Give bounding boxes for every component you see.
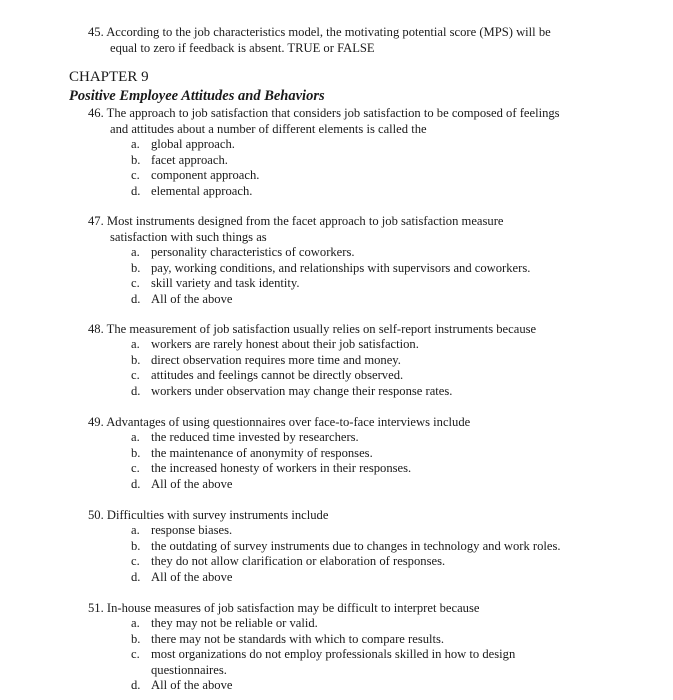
option-text: All of the above bbox=[151, 291, 233, 306]
option-letter: a. bbox=[131, 137, 140, 151]
question-49-stem-line1: 49. Advantages of using questionnaires over face-to-face interviews include bbox=[88, 415, 471, 429]
list-item bbox=[131, 353, 452, 369]
option-letter: b. bbox=[131, 538, 141, 553]
option-letter: c. bbox=[131, 647, 140, 661]
question-47-stem-line1: 47. Most instruments designed from the facet approach to job satisfaction measure bbox=[88, 214, 504, 228]
list-item bbox=[131, 337, 452, 353]
list-item bbox=[131, 616, 515, 632]
option-text: workers under observation may change their response rates. bbox=[151, 383, 453, 398]
list-item bbox=[131, 477, 411, 493]
list-item bbox=[131, 168, 259, 184]
option-letter: a. bbox=[131, 337, 140, 351]
option-text bbox=[151, 647, 515, 678]
list-item bbox=[131, 430, 411, 446]
list-item bbox=[131, 276, 530, 292]
question-49-options bbox=[131, 430, 411, 492]
list-item bbox=[131, 647, 515, 678]
option-text: the outdating of survey instruments due to changes in technology and work roles. bbox=[151, 538, 561, 553]
option-letter: b. bbox=[131, 260, 141, 275]
question-46-stem-line1: 46. The approach to job satisfaction that considers job satisfaction to be composed of feelings bbox=[88, 106, 560, 120]
list-item bbox=[131, 368, 452, 384]
chapter-title: CHAPTER 9 bbox=[69, 69, 149, 85]
question-47 bbox=[88, 214, 648, 245]
option-letter: b. bbox=[131, 352, 141, 367]
list-item bbox=[131, 137, 259, 153]
question-51-stem-line1: 51. In-house measures of job satisfaction may be difficult to interpret because bbox=[88, 601, 480, 615]
question-48-options bbox=[131, 337, 452, 399]
question-47-options bbox=[131, 245, 530, 307]
option-letter: d. bbox=[131, 678, 141, 692]
question-51-options bbox=[131, 616, 515, 694]
option-letter: c. bbox=[131, 554, 140, 568]
list-item bbox=[131, 678, 515, 694]
option-text: elemental approach. bbox=[151, 183, 253, 198]
question-49 bbox=[88, 415, 648, 431]
option-letter: d. bbox=[131, 183, 141, 198]
option-text: component approach. bbox=[151, 168, 260, 182]
option-text: workers are rarely honest about their job satisfaction. bbox=[151, 337, 419, 351]
question-46-options bbox=[131, 137, 259, 199]
option-text: pay, working conditions, and relationships with supervisors and coworkers. bbox=[151, 260, 531, 275]
option-letter: a. bbox=[131, 430, 140, 444]
option-letter: d. bbox=[131, 476, 141, 491]
option-letter: c. bbox=[131, 276, 140, 290]
question-46 bbox=[88, 106, 648, 137]
list-item bbox=[131, 245, 530, 261]
question-48-stem-line1: 48. The measurement of job satisfaction usually relies on self-report instruments because bbox=[88, 322, 537, 336]
option-letter: d. bbox=[131, 569, 141, 584]
option-letter: a. bbox=[131, 245, 140, 259]
option-text: skill variety and task identity. bbox=[151, 276, 300, 290]
list-item bbox=[131, 184, 259, 200]
option-text: facet approach. bbox=[151, 152, 228, 167]
question-46-stem-line2: and attitudes about a number of different elements is called the bbox=[110, 121, 427, 136]
option-text: the maintenance of anonymity of responses. bbox=[151, 445, 373, 460]
option-letter: c. bbox=[131, 168, 140, 182]
option-letter: a. bbox=[131, 616, 140, 630]
option-letter: a. bbox=[131, 523, 140, 537]
option-text: attitudes and feelings cannot be directly observed. bbox=[151, 368, 404, 382]
option-letter: c. bbox=[131, 461, 140, 475]
question-50-options bbox=[131, 523, 561, 585]
option-text: there may not be standards with which to compare results. bbox=[151, 631, 445, 646]
option-letter: b. bbox=[131, 631, 141, 646]
option-text: direct observation requires more time and money. bbox=[151, 352, 401, 367]
option-text: All of the above bbox=[151, 569, 233, 584]
option-text: global approach. bbox=[151, 137, 235, 151]
option-letter: d. bbox=[131, 383, 141, 398]
question-47-stem-line2: satisfaction with such things as bbox=[110, 229, 267, 244]
question-50 bbox=[88, 508, 648, 524]
option-text: All of the above bbox=[151, 678, 233, 692]
list-item bbox=[131, 261, 530, 277]
question-48 bbox=[88, 322, 648, 338]
option-letter: c. bbox=[131, 368, 140, 382]
option-text: the reduced time invested by researchers. bbox=[151, 430, 359, 444]
option-text: the increased honesty of workers in their responses. bbox=[151, 461, 412, 475]
chapter-subtitle: Positive Employee Attitudes and Behaviors bbox=[69, 88, 325, 104]
list-item bbox=[131, 554, 561, 570]
question-51 bbox=[88, 601, 648, 617]
list-item bbox=[131, 153, 259, 169]
list-item bbox=[131, 446, 411, 462]
question-45-stem-line1: 45. According to the job characteristics model, the motivating potential score (MPS) will be bbox=[88, 25, 551, 39]
option-text: they may not be reliable or valid. bbox=[151, 616, 318, 630]
list-item bbox=[131, 384, 452, 400]
option-letter: b. bbox=[131, 445, 141, 460]
list-item bbox=[131, 461, 411, 477]
option-text-line1: most organizations do not employ professionals skilled in how to design bbox=[151, 647, 516, 661]
option-text-line2: questionnaires. bbox=[151, 662, 227, 677]
list-item bbox=[131, 632, 515, 648]
option-text: response biases. bbox=[151, 523, 233, 537]
question-45 bbox=[88, 25, 648, 56]
list-item bbox=[131, 292, 530, 308]
list-item bbox=[131, 570, 561, 586]
option-text: All of the above bbox=[151, 476, 233, 491]
option-text: they do not allow clarification or elaboration of responses. bbox=[151, 554, 446, 568]
option-letter: b. bbox=[131, 152, 141, 167]
question-50-stem-line1: 50. Difficulties with survey instruments include bbox=[88, 508, 329, 522]
list-item bbox=[131, 539, 561, 555]
question-45-stem-line2: equal to zero if feedback is absent. TRUE or FALSE bbox=[110, 40, 375, 55]
option-letter: d. bbox=[131, 291, 141, 306]
list-item bbox=[131, 523, 561, 539]
option-text: personality characteristics of coworkers. bbox=[151, 245, 355, 259]
